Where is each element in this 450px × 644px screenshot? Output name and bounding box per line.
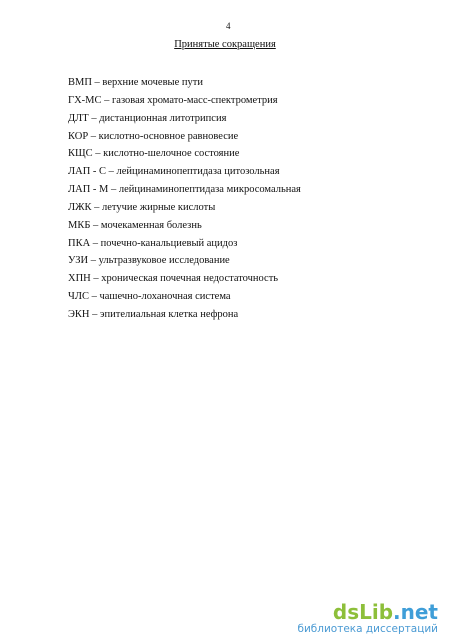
- watermark-subtitle: библиотека диссертаций: [297, 623, 438, 635]
- abbreviation-item: ЛАП - М – лейцинаминопептидаза микросомальная: [68, 184, 301, 196]
- watermark-logo-part2: .net: [393, 600, 438, 624]
- abbreviation-item: ЭКН – эпителиальная клетка нефрона: [68, 308, 239, 320]
- abbreviation-item: ЧЛС – чашечно-лоханочная система: [68, 291, 231, 303]
- page-heading: [0, 39, 450, 50]
- watermark-logo-part1: dsLib: [332, 600, 394, 624]
- watermark-logo: [297, 601, 438, 623]
- abbreviation-item: ЛЖК – летучие жирные кислоты: [68, 201, 216, 213]
- abbreviation-item: ХПН – хроническая почечная недостаточность: [68, 273, 279, 285]
- abbreviation-item: КЩС – кислотно-шелочное состояние: [68, 148, 240, 160]
- abbreviation-item: ЛАП - С – лейцинаминопептидаза цитозольная: [68, 166, 280, 178]
- abbreviation-item: МКБ – мочекаменная болезнь: [68, 219, 202, 231]
- watermark[interactable]: [297, 601, 438, 636]
- page-number: 4: [226, 21, 231, 31]
- abbreviation-item: УЗИ – ультразвуковое исследование: [68, 255, 230, 267]
- abbreviation-item: ПКА – почечно-канальциевый ацидоз: [68, 237, 238, 249]
- heading-text: Принятые сокращения: [174, 39, 276, 50]
- abbreviation-item: ВМП – верхние мочевые пути: [68, 77, 203, 88]
- abbreviation-list: [68, 74, 301, 324]
- abbreviation-item: КОР – кислотно-основное равновесие: [68, 130, 239, 142]
- abbreviation-item: ГХ-МС – газовая хромато-масс-спектрометрия: [68, 94, 278, 106]
- abbreviation-item: ДЛТ – дистанционная литотрипсия: [68, 112, 227, 124]
